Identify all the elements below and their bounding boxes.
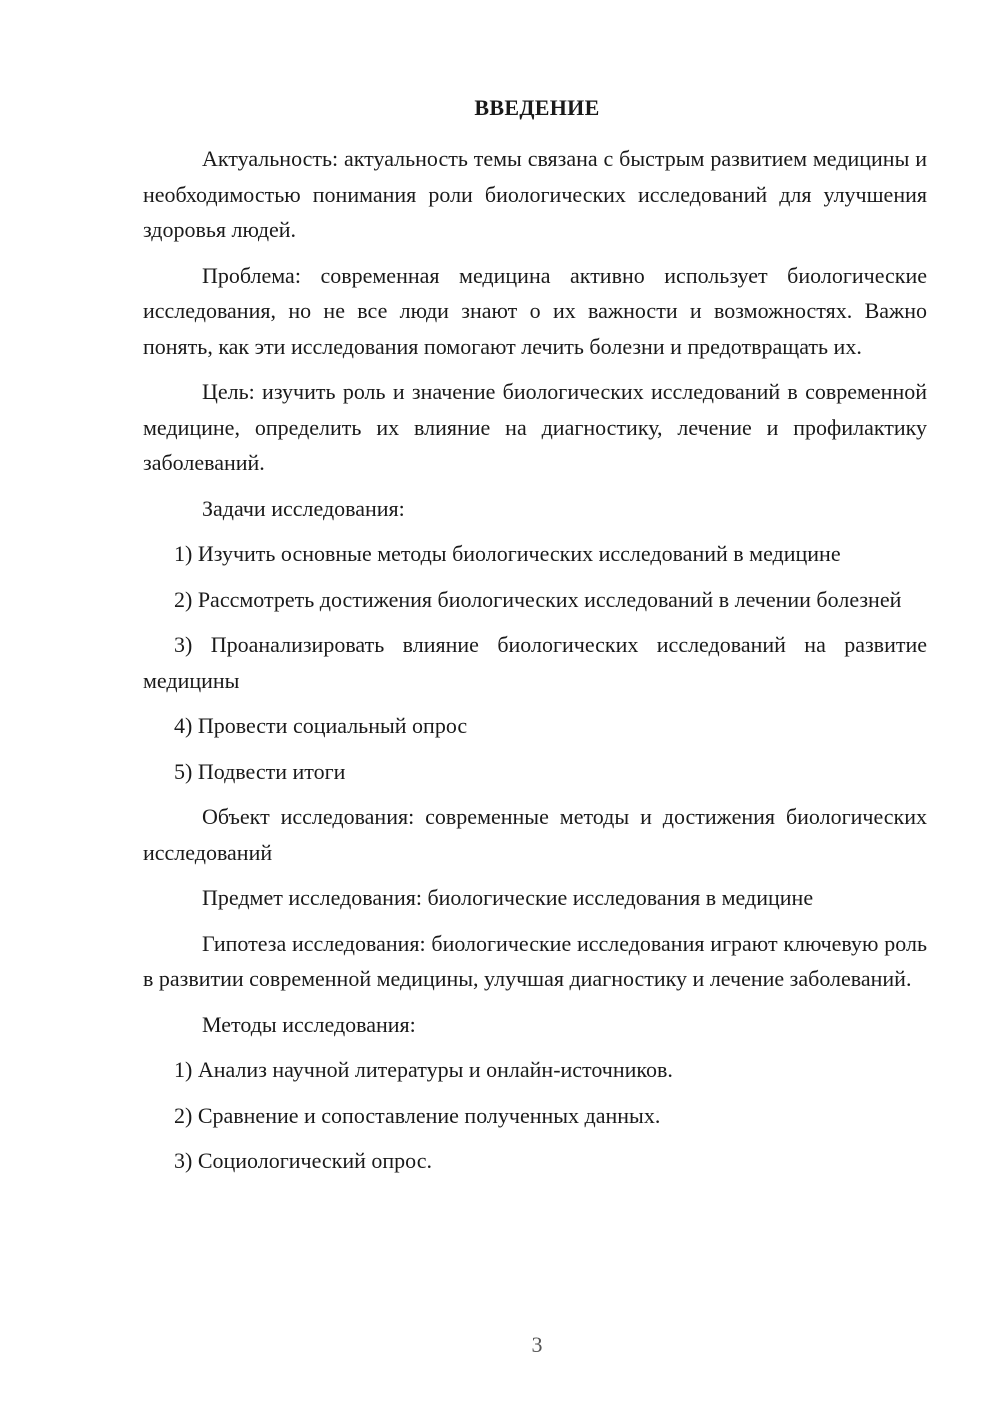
task-item-5: 5) Подвести итоги — [174, 758, 346, 784]
method-item-1: 1) Анализ научной литературы и онлайн-источников. — [174, 1057, 673, 1082]
method-item-3: 3) Социологический опрос. — [174, 1148, 432, 1173]
problem-paragraph: Проблема: современная медицина активно использует биологические исследования, но не все люди знают о их важности и возможностях. Важно понять, как эти исследования помогают лечить болезни и предотвращать их. — [143, 262, 927, 359]
task-item-3: 3) Проанализировать влияние биологических исследований на развитие медицины — [143, 632, 927, 693]
tasks-heading: Задачи исследования: — [202, 495, 405, 521]
method-item-2: 2) Сравнение и сопоставление полученных данных. — [174, 1102, 661, 1128]
page-number: 3 — [531, 1332, 543, 1357]
document-body — [143, 141, 927, 1189]
subject-paragraph: Предмет исследования: биологические исследования в медицине — [202, 885, 814, 910]
methods-heading: Методы исследования: — [202, 1011, 416, 1037]
object-paragraph: Объект исследования: современные методы и достижения биологических исследований — [143, 804, 927, 865]
hypothesis-paragraph: Гипотеза исследования: биологические исследования играют ключевую роль в развитии современной медицины, улучшая диагностику и лечение заболеваний. — [143, 930, 927, 991]
goal-paragraph: Цель: изучить роль и значение биологических исследований в современной медицине, определить их влияние на диагностику, лечение и профилактику заболеваний. — [143, 379, 927, 475]
section-title: ВВЕДЕНИЕ — [474, 95, 600, 120]
task-item-2: 2) Рассмотреть достижения биологических исследований в лечении болезней — [174, 586, 902, 612]
task-item-1: 1) Изучить основные методы биологических исследований в медицине — [174, 541, 841, 566]
task-item-4: 4) Провести социальный опрос — [174, 713, 468, 738]
relevance-paragraph: Актуальность: актуальность темы связана с быстрым развитием медицины и необходимостью понимания роли биологических исследований для улучшения здоровья людей. — [143, 146, 927, 242]
